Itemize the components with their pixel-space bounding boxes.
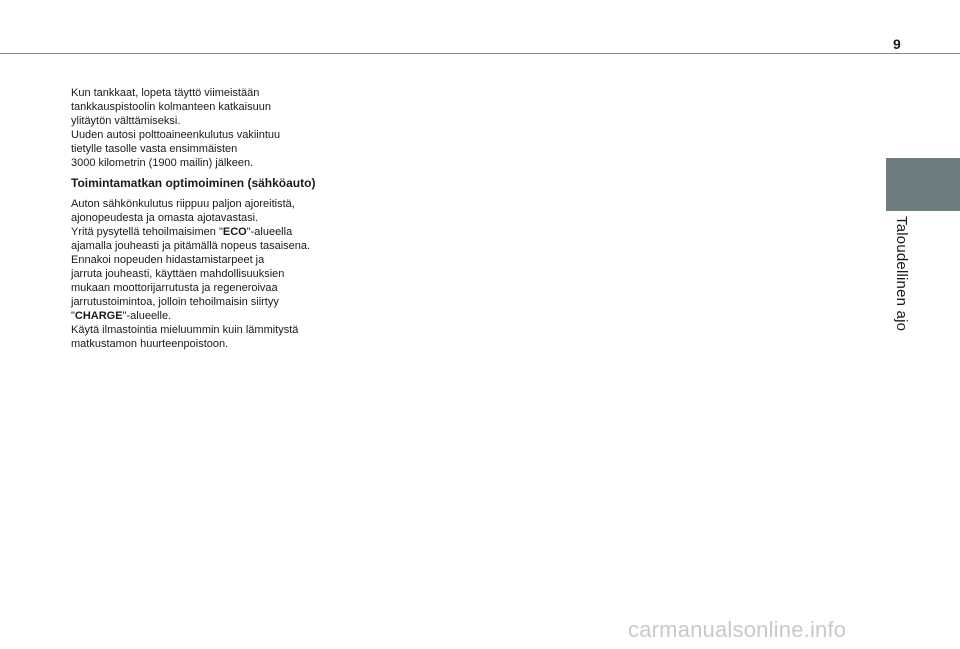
page-content [71,86,351,351]
section-heading: Toimintamatkan optimoiminen (sähköauto) [71,176,316,190]
eco-term: ECO [222,226,247,238]
section-text-2: "-alueella ajamalla jouheasti ja pitämällä nopeus tasaisena. Ennakoi nopeuden hidastamistarpeet ja jarruta jouheasti, käyttäen mahdollisuuksien mukaan moottorijarrutusta ja regeneroivaa jarrutustoimintoa, jolloin tehoilmaisin siirtyy " [71,226,311,322]
section-text-3: "-alueelle. Käytä ilmastointia mieluummin kuin lämmitystä matkustamon huurteenpoistoon. [71,310,299,350]
section-paragraph [71,197,351,351]
intro-paragraph: Kun tankkaat, lopeta täyttö viimeistään tankkauspistoolin kolmanteen katkaisuun ylitäytön välttämiseksi. Uuden autosi polttoaineenkulutus vakiintuu tietylle tasolle vasta ensimmäisten 3000 kilometrin (1900 mailin) jälkeen. [71,87,281,169]
chapter-tab [886,158,960,211]
section-text-1: Auton sähkönkulutus riippuu paljon ajoreitistä, ajonopeudesta ja omasta ajotavastasi. Yritä pysytellä tehoilmaisimen " [71,198,295,238]
page-number: 9 [893,36,901,52]
chapter-label: Taloudellinen ajo [893,216,910,332]
top-rule [0,53,960,54]
watermark: carmanualsonline.info [628,617,847,642]
charge-term: CHARGE [74,310,123,322]
